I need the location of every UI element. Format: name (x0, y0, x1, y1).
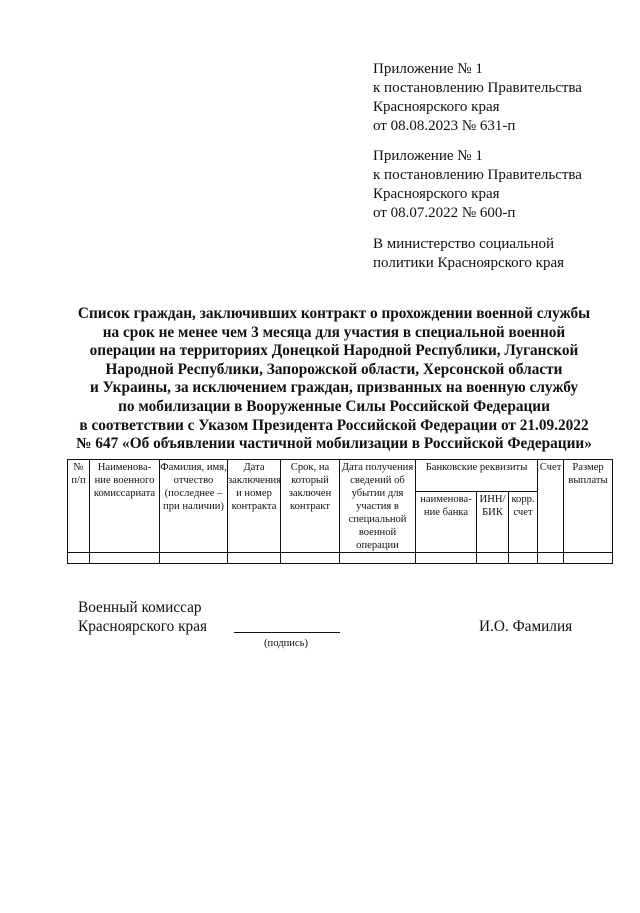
title-line: в соответствии с Указом Президента Российской Федерации от 21.09.2022 (79, 416, 589, 434)
appendix-1-line: Красноярского края (373, 99, 500, 115)
title-line: и Украины, за исключением граждан, призванных на военную службу (90, 379, 578, 397)
header-bank-details: Банковские реквизиты (416, 460, 538, 492)
header-contract-date: Дата заключения и номер контракта (228, 460, 281, 553)
signature-block (78, 598, 618, 658)
signatory-name: И.О. Фамилия (479, 618, 573, 635)
appendix-1-line: от 08.08.2023 № 631-п (373, 118, 516, 134)
signatory-position-line-1: Военный комиссар (78, 599, 202, 616)
addressee-line: политики Красноярского края (373, 255, 565, 271)
table-cell (281, 553, 340, 564)
header-contract-term: Срок, на который заключен контракт (281, 460, 340, 553)
table-cell (90, 553, 160, 564)
table-row (68, 553, 613, 564)
header-date-received: Дата получения сведений об убытии для участия в специальной военной операции (340, 460, 416, 553)
title-line: операции на территориях Донецкой Народной Республики, Луганской (89, 342, 579, 360)
header-bank-name: наименова-ние банка (416, 492, 477, 553)
appendix-block-1 (373, 60, 623, 136)
table-cell (228, 553, 281, 564)
title-line: Народной Республики, Запорожской области, Херсонской области (105, 360, 563, 378)
citizens-table (67, 459, 613, 564)
signature-line (234, 632, 340, 633)
addressee-block (373, 235, 623, 273)
table-cell (564, 553, 613, 564)
header-payment-amount: Размер выплаты (564, 460, 613, 553)
header-inn-bik: ИНН/ БИК (477, 492, 509, 553)
header-account: Счет (538, 460, 564, 553)
signatory-position-line-2: Красноярского края (78, 618, 208, 635)
appendix-1-line: к постановлению Правительства (373, 80, 582, 96)
table-cell (160, 553, 228, 564)
appendix-1-line: Приложение № 1 (373, 61, 483, 77)
header-corr-account: корр. счет (509, 492, 538, 553)
title-line: № 647 «Об объявлении частичной мобилизации в Российской Федерации» (76, 435, 592, 453)
table-cell (68, 553, 90, 564)
appendix-2-line: Красноярского края (373, 186, 500, 202)
table-cell (509, 553, 538, 564)
title-line: Список граждан, заключивших контракт о прохождении военной службы (77, 305, 591, 322)
appendix-2-line: Приложение № 1 (373, 148, 483, 164)
signature-caption: (подпись) (264, 638, 308, 649)
table-cell (416, 553, 477, 564)
table-cell (477, 553, 509, 564)
header-number: № п/п (68, 460, 90, 553)
table-cell (340, 553, 416, 564)
addressee-line: В министерство социальной (373, 236, 555, 252)
title-line: по мобилизации в Вооруженные Силы Российской Федерации (118, 397, 550, 415)
appendix-2-line: от 08.07.2022 № 600-п (373, 205, 516, 221)
table-cell (538, 553, 564, 564)
header-commissariat: Наименова-ние военного комиссариата (90, 460, 160, 553)
header-full-name: Фамилия, имя, отчество (последнее – при наличии) (160, 460, 228, 553)
appendix-block-2 (373, 147, 623, 223)
document-title (70, 305, 598, 454)
appendix-2-line: к постановлению Правительства (373, 167, 582, 183)
title-line: на срок не менее чем 3 месяца для участия в специальной военной (102, 323, 566, 341)
